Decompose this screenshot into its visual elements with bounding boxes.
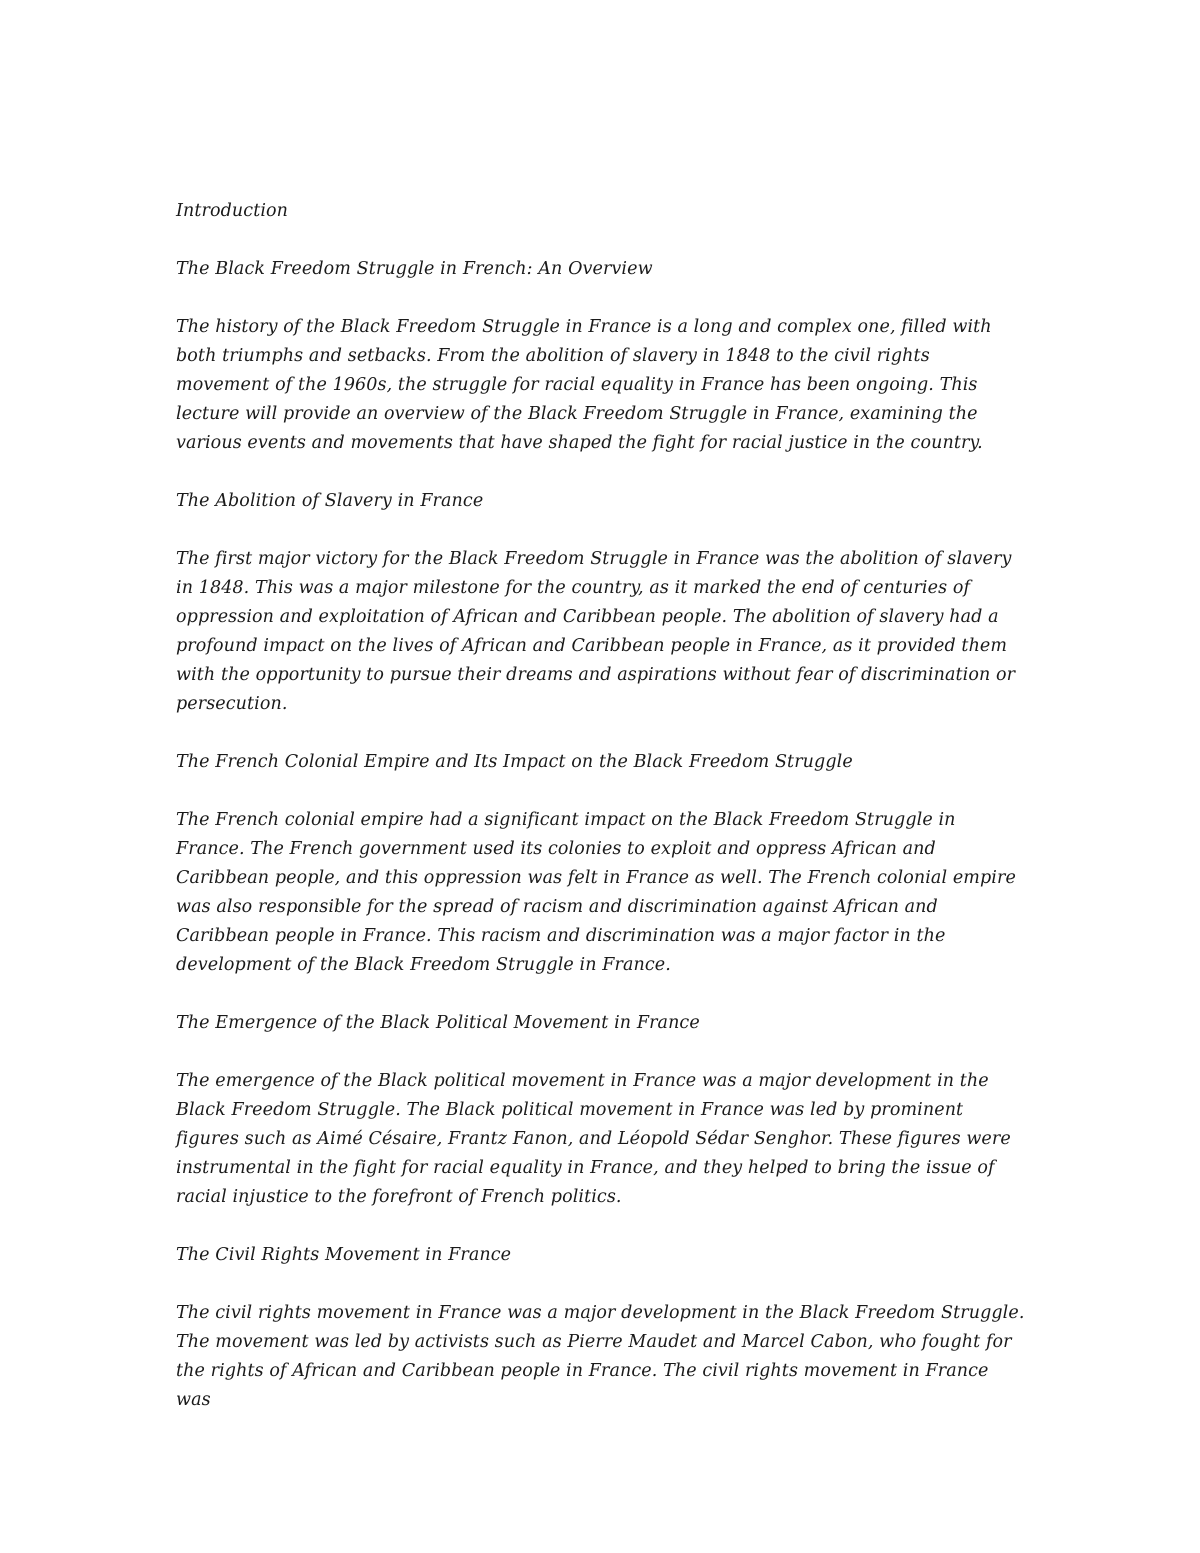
section-heading: The French Colonial Empire and Its Impact on the Black Freedom Struggle [176, 752, 853, 772]
paragraph: The emergence of the Black political movement in France was a major development in the Black Freedom Struggle. The Black political movement in France was led by prominent figures such as Aimé Césaire, Frantz Fanon, and Léopold Sédar Senghor. These figures were instrumental in the fight for racial equality in France, and they helped to bring the issue of racial injustice to the forefront of French politics. [176, 1071, 1011, 1207]
section-heading: Introduction [176, 201, 289, 221]
paragraph: The history of the Black Freedom Struggle in France is a long and complex one, filled with both triumphs and setbacks. From the abolition of slavery in 1848 to the civil rights movement of the 1960s, the struggle for racial equality in France has been ongoing. This lecture will provide an overview of the Black Freedom Struggle in France, examining the various events and movements that have shaped the fight for racial justice in the country. [176, 317, 992, 453]
paragraph: The French colonial empire had a significant impact on the Black Freedom Struggle in France. The French government used its colonies to exploit and oppress African and Caribbean people, and this oppression was felt in France as well. The French colonial empire was also responsible for the spread of racism and discrimination against African and Caribbean people in France. This racism and discrimination was a major factor in the development of the Black Freedom Struggle in France. [176, 810, 1016, 975]
section-heading: The Abolition of Slavery in France [176, 491, 484, 511]
paragraph: The first major victory for the Black Freedom Struggle in France was the abolition of slavery in 1848. This was a major milestone for the country, as it marked the end of centuries of oppression and exploitation of African and Caribbean people. The abolition of slavery had a profound impact on the lives of African and Caribbean people in France, as it provided them with the opportunity to pursue their dreams and aspirations without fear of discrimination or persecution. [176, 549, 1016, 714]
section-heading: The Civil Rights Movement in France [176, 1245, 512, 1265]
document-title: The Black Freedom Struggle in French: An Overview [176, 259, 653, 279]
section-heading: The Emergence of the Black Political Movement in France [176, 1013, 700, 1033]
document-body [176, 197, 1026, 1444]
paragraph: The civil rights movement in France was a major development in the Black Freedom Struggle. The movement was led by activists such as Pierre Maudet and Marcel Cabon, who fought for the rights of African and Caribbean people in France. The civil rights movement in France was [176, 1303, 1025, 1410]
